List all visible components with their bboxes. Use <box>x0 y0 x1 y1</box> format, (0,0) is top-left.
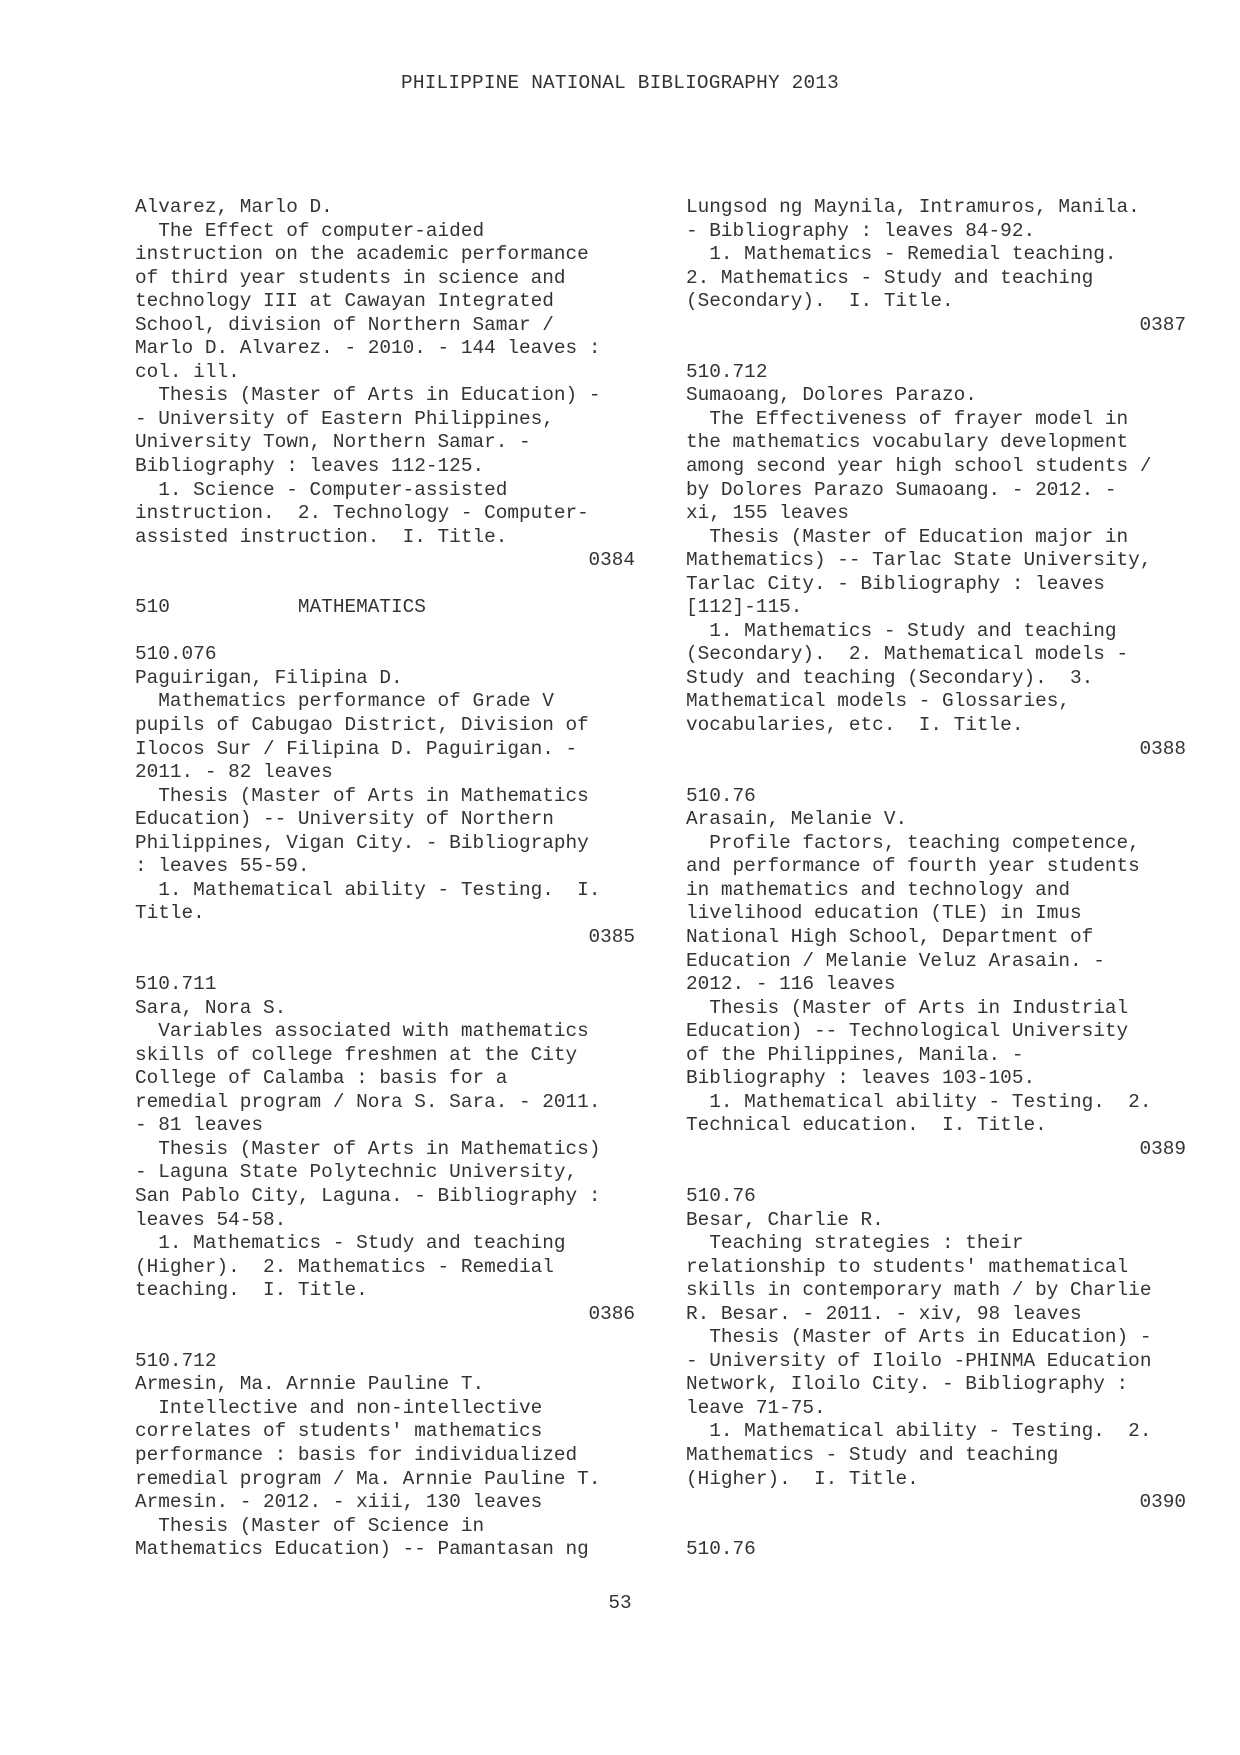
text-line: Philippines, Vigan City. - Bibliography <box>135 831 589 854</box>
page-header: PHILIPPINE NATIONAL BIBLIOGRAPHY 2013 <box>401 72 839 94</box>
text-line: by Dolores Parazo Sumaoang. - 2012. - <box>686 478 1117 501</box>
text-line: : leaves 55-59. <box>135 855 310 878</box>
text-line: among second year high school students / <box>686 455 1152 478</box>
text-line: 1. Mathematics - Remedial teaching. <box>686 243 1117 266</box>
left-column <box>135 196 635 1562</box>
text-line: Education / Melanie Veluz Arasain. - <box>686 949 1105 972</box>
text-line: Alvarez, Marlo D. <box>135 196 333 218</box>
text-line: performance : basis for individualized <box>135 1443 578 1466</box>
text-line: Lungsod ng Maynila, Intramuros, Manila. <box>686 196 1140 218</box>
text-line: Thesis (Master of Arts in Education) - <box>686 1326 1152 1349</box>
text-line: 510.76 <box>686 1184 756 1207</box>
text-line: 2012. - 116 leaves <box>686 973 896 996</box>
text-line: - Bibliography : leaves 84-92. <box>686 219 1036 242</box>
text-line: 510.712 <box>686 360 768 383</box>
entry-number: 0386 <box>588 1302 635 1325</box>
text-line: leave 71-75. <box>686 1396 826 1419</box>
right-column <box>686 196 1186 1562</box>
text-line: Thesis (Master of Arts in Education) - <box>135 384 601 407</box>
text-line: Network, Iloilo City. - Bibliography : <box>686 1373 1129 1396</box>
text-line: Intellective and non-intellective <box>135 1396 543 1419</box>
text-line: technology III at Cawayan Integrated <box>135 290 554 313</box>
text-line: skills in contemporary math / by Charlie <box>686 1279 1152 1302</box>
text-line: xi, 155 leaves <box>686 502 849 525</box>
text-line: Thesis (Master of Education major in <box>686 525 1129 548</box>
blank-line <box>686 1515 1186 1539</box>
text-line: 510.76 <box>686 784 756 807</box>
entry-number: 0385 <box>588 925 635 948</box>
text-line: Bibliography : leaves 112-125. <box>135 455 485 478</box>
text-line: Besar, Charlie R. <box>686 1208 884 1231</box>
text-line: instruction on the academic performance <box>135 243 589 266</box>
text-line: of the Philippines, Manila. - <box>686 1043 1024 1066</box>
entry-number: 0387 <box>1139 313 1186 336</box>
entry-number: 0390 <box>1139 1491 1186 1514</box>
text-line: [112]-115. <box>686 596 803 619</box>
text-line: Sara, Nora S. <box>135 996 287 1019</box>
text-line: 510 MATHEMATICS <box>135 596 426 619</box>
text-line: the mathematics vocabulary development <box>686 431 1129 454</box>
text-line: correlates of students' mathematics <box>135 1420 543 1443</box>
text-line: teaching. I. Title. <box>135 1279 368 1302</box>
text-line: Profile factors, teaching competence, <box>686 831 1140 854</box>
text-line: Mathematics Education) -- Pamantasan ng <box>135 1538 589 1561</box>
text-line: Education) -- Technological University <box>686 1020 1129 1043</box>
text-line: (Higher). I. Title. <box>686 1467 919 1490</box>
text-line: 510.076 <box>135 643 217 666</box>
entry-number: 0384 <box>588 549 635 572</box>
text-line: and performance of fourth year students <box>686 855 1140 878</box>
text-line: School, division of Northern Samar / <box>135 313 554 336</box>
entry-number: 0388 <box>1139 737 1186 760</box>
text-line: - Laguna State Polytechnic University, <box>135 1161 578 1184</box>
text-line: 1. Mathematical ability - Testing. 2. <box>686 1420 1152 1443</box>
text-line: pupils of Cabugao District, Division of <box>135 714 589 737</box>
text-line: 1. Science - Computer-assisted <box>135 478 508 501</box>
blank-line <box>686 761 1186 785</box>
text-line: - 81 leaves <box>135 1114 263 1137</box>
text-line: Mathematics) -- Tarlac State University, <box>686 549 1152 572</box>
text-line: assisted instruction. I. Title. <box>135 525 508 548</box>
text-line: 1. Mathematics - Study and teaching <box>135 1232 566 1255</box>
text-line: in mathematics and technology and <box>686 878 1070 901</box>
text-line: College of Calamba : basis for a <box>135 1067 508 1090</box>
text-line: Thesis (Master of Arts in Mathematics) <box>135 1137 601 1160</box>
entry-number: 0389 <box>1139 1137 1186 1160</box>
text-line: The Effect of computer-aided <box>135 219 485 242</box>
text-line: Ilocos Sur / Filipina D. Paguirigan. - <box>135 737 578 760</box>
text-line: Study and teaching (Secondary). 3. <box>686 666 1094 689</box>
text-line: instruction. 2. Technology - Computer- <box>135 502 589 525</box>
text-line: vocabularies, etc. I. Title. <box>686 714 1024 737</box>
text-line: 510.76 <box>686 1538 756 1561</box>
text-line: Variables associated with mathematics <box>135 1020 589 1043</box>
blank-line <box>686 1161 1186 1185</box>
text-line: Title. <box>135 902 205 925</box>
text-line: Armesin. - 2012. - xiii, 130 leaves <box>135 1491 543 1514</box>
text-line: leaves 54-58. <box>135 1208 287 1231</box>
blank-line <box>135 573 635 597</box>
text-line: University Town, Northern Samar. - <box>135 431 531 454</box>
text-line: (Higher). 2. Mathematics - Remedial <box>135 1255 554 1278</box>
text-line: remedial program / Ma. Arnnie Pauline T. <box>135 1467 601 1490</box>
text-line: 2011. - 82 leaves <box>135 761 333 784</box>
text-line: Thesis (Master of Arts in Industrial <box>686 996 1129 1019</box>
text-line: Thesis (Master of Science in <box>135 1514 485 1537</box>
page-number: 53 <box>608 1592 632 1614</box>
text-line: 510.711 <box>135 973 217 996</box>
text-line: remedial program / Nora S. Sara. - 2011. <box>135 1090 601 1113</box>
text-line: San Pablo City, Laguna. - Bibliography : <box>135 1184 601 1207</box>
text-line: Mathematics - Study and teaching <box>686 1443 1059 1466</box>
text-line: Thesis (Master of Arts in Mathematics <box>135 784 589 807</box>
text-line: Arasain, Melanie V. <box>686 808 908 831</box>
blank-line <box>686 337 1186 361</box>
blank-line <box>135 950 635 974</box>
text-line: National High School, Department of <box>686 925 1094 948</box>
text-line: Technical education. I. Title. <box>686 1114 1047 1137</box>
text-line: 1. Mathematical ability - Testing. I. <box>135 878 601 901</box>
text-line: col. ill. <box>135 360 240 383</box>
text-line: (Secondary). I. Title. <box>686 290 954 313</box>
text-line: livelihood education (TLE) in Imus <box>686 902 1082 925</box>
text-line: Education) -- University of Northern <box>135 808 554 831</box>
text-line: Tarlac City. - Bibliography : leaves <box>686 572 1105 595</box>
blank-line <box>135 1326 635 1350</box>
text-line: 510.712 <box>135 1349 217 1372</box>
text-line: Marlo D. Alvarez. - 2010. - 144 leaves : <box>135 337 601 360</box>
text-line: Sumaoang, Dolores Parazo. <box>686 384 977 407</box>
text-line: - University of Eastern Philippines, <box>135 407 554 430</box>
text-line: Armesin, Ma. Arnnie Pauline T. <box>135 1373 485 1396</box>
text-line: Paguirigan, Filipina D. <box>135 666 403 689</box>
text-line: Mathematical models - Glossaries, <box>686 690 1070 713</box>
blank-line <box>135 620 635 644</box>
text-line: 1. Mathematics - Study and teaching <box>686 619 1117 642</box>
text-line: Mathematics performance of Grade V <box>135 690 554 713</box>
text-line: 2. Mathematics - Study and teaching <box>686 266 1094 289</box>
text-line: of third year students in science and <box>135 266 566 289</box>
text-line: Bibliography : leaves 103-105. <box>686 1067 1036 1090</box>
text-line: (Secondary). 2. Mathematical models - <box>686 643 1129 666</box>
text-line: The Effectiveness of frayer model in <box>686 407 1129 430</box>
text-line: Teaching strategies : their <box>686 1232 1024 1255</box>
text-line: R. Besar. - 2011. - xiv, 98 leaves <box>686 1302 1082 1325</box>
text-line: relationship to students' mathematical <box>686 1255 1129 1278</box>
text-line: skills of college freshmen at the City <box>135 1043 578 1066</box>
text-line: 1. Mathematical ability - Testing. 2. <box>686 1090 1152 1113</box>
text-line: - University of Iloilo -PHINMA Education <box>686 1349 1152 1372</box>
